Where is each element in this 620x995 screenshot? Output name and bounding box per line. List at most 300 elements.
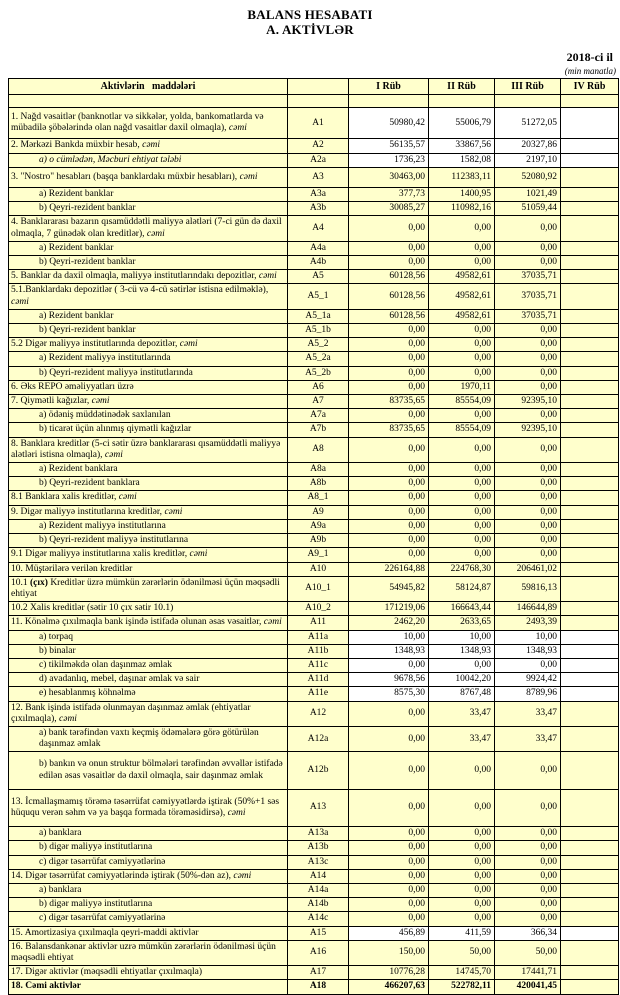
column-header-q3: III Rüb <box>495 79 561 95</box>
row-code: A5_1a <box>288 309 349 323</box>
table-row <box>9 616 619 630</box>
value-q4 <box>561 284 619 309</box>
report-title: BALANS HESABATI <box>247 7 373 22</box>
spacer-cell <box>288 95 349 108</box>
value-q4 <box>561 519 619 533</box>
value-q3: 420041,45 <box>495 980 561 994</box>
table-row <box>9 926 619 940</box>
value-q3: 146644,89 <box>495 602 561 616</box>
row-label: a) Rezident maliyyə institutlarına <box>9 519 288 533</box>
value-q4 <box>561 789 619 826</box>
column-header-code <box>288 79 349 95</box>
value-q2: 411,59 <box>429 926 495 940</box>
value-q1: 56135,57 <box>349 139 429 153</box>
column-header-q2: II Rüb <box>429 79 495 95</box>
value-q1: 456,89 <box>349 926 429 940</box>
row-label: a) bank tərəfindən vaxtı keçmiş ödəmələrə görə götürülən daşınmaz əmlak <box>9 726 288 751</box>
value-q1: 0,00 <box>349 912 429 926</box>
value-q3: 0,00 <box>495 491 561 505</box>
value-q4 <box>561 687 619 701</box>
table-row <box>9 139 619 153</box>
value-q4 <box>561 463 619 477</box>
value-q2: 0,00 <box>429 752 495 789</box>
table-row <box>9 409 619 423</box>
table-row <box>9 980 619 994</box>
table-row <box>9 673 619 687</box>
row-code: A4b <box>288 256 349 270</box>
row-label: a) banklara <box>9 827 288 841</box>
value-q1: 0,00 <box>349 216 429 241</box>
value-q4 <box>561 898 619 912</box>
row-code: A10_1 <box>288 576 349 601</box>
value-q4 <box>561 966 619 980</box>
row-code: A4a <box>288 241 349 255</box>
value-q4 <box>561 673 619 687</box>
value-q4 <box>561 108 619 139</box>
value-q1: 54945,82 <box>349 576 429 601</box>
value-q1: 60128,56 <box>349 270 429 284</box>
row-code: A10 <box>288 562 349 576</box>
row-code: A8 <box>288 437 349 462</box>
row-code: A3 <box>288 167 349 187</box>
value-q2: 1348,93 <box>429 644 495 658</box>
row-label: b) Qeyri-rezident banklar <box>9 202 288 216</box>
row-label: 5.2 Digər maliyyə institutlarında depozitlər, cəmi <box>9 338 288 352</box>
table-row <box>9 630 619 644</box>
row-code: A11e <box>288 687 349 701</box>
table-row <box>9 270 619 284</box>
row-label: b) binalar <box>9 644 288 658</box>
value-q2: 0,00 <box>429 898 495 912</box>
value-q4 <box>561 562 619 576</box>
value-q3: 20327,86 <box>495 139 561 153</box>
row-code: A13 <box>288 789 349 826</box>
value-q2: 85554,09 <box>429 395 495 409</box>
value-q4 <box>561 216 619 241</box>
table-row <box>9 869 619 883</box>
row-label: 5. Banklar da daxil olmaqla, maliyyə institutlarındakı depozitlər, cəmi <box>9 270 288 284</box>
value-q2: 0,00 <box>429 216 495 241</box>
table-row <box>9 477 619 491</box>
row-label: 2. Mərkəzi Bankda müxbir hesab, cəmi <box>9 139 288 153</box>
row-code: A5_2b <box>288 366 349 380</box>
value-q2: 0,00 <box>429 883 495 897</box>
row-label: 8.1 Banklara xalis kreditlər, cəmi <box>9 491 288 505</box>
row-code: A9_1 <box>288 548 349 562</box>
row-label: a) Rezident banklar <box>9 241 288 255</box>
value-q4 <box>561 423 619 437</box>
row-code: A3a <box>288 188 349 202</box>
value-q4 <box>561 167 619 187</box>
row-code: A12a <box>288 726 349 751</box>
row-code: A13c <box>288 855 349 869</box>
value-q4 <box>561 366 619 380</box>
value-q3: 0,00 <box>495 366 561 380</box>
value-q3: 52080,92 <box>495 167 561 187</box>
value-q1: 0,00 <box>349 658 429 672</box>
value-q2: 0,00 <box>429 855 495 869</box>
table-header-row <box>9 79 619 95</box>
value-q1: 0,00 <box>349 409 429 423</box>
row-code: A5_1 <box>288 284 349 309</box>
value-q1: 10776,28 <box>349 966 429 980</box>
value-q4 <box>561 505 619 519</box>
row-label: 17. Digər aktivlər (məqsədli ehtiyatlar çıxılmaqla) <box>9 966 288 980</box>
table-row <box>9 463 619 477</box>
value-q4 <box>561 491 619 505</box>
year-label: 2018-ci il <box>566 50 613 64</box>
row-label: 9. Digər maliyyə institutlarına kreditlər, cəmi <box>9 505 288 519</box>
row-label: c) digər təsərrüfat cəmiyyətlərinə <box>9 912 288 926</box>
value-q1: 0,00 <box>349 519 429 533</box>
spacer-row <box>9 95 619 108</box>
value-q4 <box>561 912 619 926</box>
value-q1: 0,00 <box>349 726 429 751</box>
table-row <box>9 534 619 548</box>
row-code: A18 <box>288 980 349 994</box>
value-q2: 10042,20 <box>429 673 495 687</box>
value-q1: 0,00 <box>349 534 429 548</box>
row-code: A5_2 <box>288 338 349 352</box>
value-q1: 30085,27 <box>349 202 429 216</box>
value-q4 <box>561 139 619 153</box>
table-row <box>9 352 619 366</box>
value-q4 <box>561 827 619 841</box>
value-q1: 83735,65 <box>349 395 429 409</box>
table-row <box>9 395 619 409</box>
value-q4 <box>561 477 619 491</box>
value-q1: 0,00 <box>349 548 429 562</box>
row-label: a) o cümlədən, Məcburi ehtiyat tələbi <box>9 153 288 167</box>
row-label: 4. Banklararası bazarın qısamüddətli maliyyə alətləri (7-ci gün də daxil olmaqla, 7 günədək olan kreditlər), cəmi <box>9 216 288 241</box>
value-q1: 0,00 <box>349 338 429 352</box>
row-code: A12b <box>288 752 349 789</box>
value-q2: 0,00 <box>429 241 495 255</box>
row-code: A14 <box>288 869 349 883</box>
value-q2: 110982,16 <box>429 202 495 216</box>
table-row <box>9 366 619 380</box>
value-q4 <box>561 437 619 462</box>
table-row <box>9 841 619 855</box>
row-code: A14b <box>288 898 349 912</box>
row-label: b) digər maliyyə institutlarına <box>9 898 288 912</box>
value-q2: 0,00 <box>429 352 495 366</box>
value-q4 <box>561 602 619 616</box>
row-code: A14c <box>288 912 349 926</box>
value-q2: 0,00 <box>429 409 495 423</box>
value-q3: 0,00 <box>495 437 561 462</box>
column-header-items: Aktivlərin maddələri <box>9 79 288 95</box>
row-label: d) avadanlıq, mebel, daşınar əmlak və sair <box>9 673 288 687</box>
row-code: A15 <box>288 926 349 940</box>
table-row <box>9 658 619 672</box>
row-code: A8b <box>288 477 349 491</box>
value-q1: 0,00 <box>349 505 429 519</box>
row-label: 7. Qiymətli kağızlar, cəmi <box>9 395 288 409</box>
value-q4 <box>561 869 619 883</box>
row-label: b) Qeyri-rezident maliyyə institutlarında <box>9 366 288 380</box>
value-q4 <box>561 270 619 284</box>
value-q1: 50980,42 <box>349 108 429 139</box>
value-q3: 92395,10 <box>495 423 561 437</box>
value-q3: 92395,10 <box>495 395 561 409</box>
value-q1: 171219,06 <box>349 602 429 616</box>
table-row <box>9 338 619 352</box>
value-q4 <box>561 616 619 630</box>
value-q4 <box>561 395 619 409</box>
value-q4 <box>561 644 619 658</box>
value-q4 <box>561 841 619 855</box>
value-q1: 2462,20 <box>349 616 429 630</box>
column-header-q1: I Rüb <box>349 79 429 95</box>
value-q3: 0,00 <box>495 752 561 789</box>
value-q2: 0,00 <box>429 912 495 926</box>
value-q2: 0,00 <box>429 534 495 548</box>
value-q2: 49582,61 <box>429 270 495 284</box>
value-q1: 83735,65 <box>349 423 429 437</box>
row-label: a) torpaq <box>9 630 288 644</box>
row-label: e) hesablanmış köhnəlmə <box>9 687 288 701</box>
row-code: A11a <box>288 630 349 644</box>
value-q3: 59816,13 <box>495 576 561 601</box>
value-q2: 0,00 <box>429 338 495 352</box>
value-q2: 522782,11 <box>429 980 495 994</box>
table-row <box>9 562 619 576</box>
table-row <box>9 519 619 533</box>
value-q2: 0,00 <box>429 869 495 883</box>
table-row <box>9 827 619 841</box>
report-subtitle: A. AKTİVLƏR <box>266 22 354 37</box>
value-q3: 51059,44 <box>495 202 561 216</box>
row-label: 10.1 (çıx) Kreditlər üzrə mümkün zərərlərin ödənilməsi üçün məqsədli ehtiyat <box>9 576 288 601</box>
table-row <box>9 309 619 323</box>
table-row <box>9 284 619 309</box>
table-row <box>9 380 619 394</box>
value-q2: 1582,08 <box>429 153 495 167</box>
row-code: A11b <box>288 644 349 658</box>
value-q4 <box>561 980 619 994</box>
value-q1: 1348,93 <box>349 644 429 658</box>
row-code: A11d <box>288 673 349 687</box>
row-label: a) Rezident banklara <box>9 463 288 477</box>
value-q2: 14745,70 <box>429 966 495 980</box>
row-label: a) banklara <box>9 883 288 897</box>
spacer-cell <box>349 95 429 108</box>
row-label: 16. Balansdankənar aktivlər uzrə mümkün zərərlərin ödənilməsi üçün məqsədli ehtiyat <box>9 940 288 965</box>
value-q4 <box>561 188 619 202</box>
row-code: A9a <box>288 519 349 533</box>
value-q1: 0,00 <box>349 437 429 462</box>
value-q3: 366,34 <box>495 926 561 940</box>
value-q3: 33,47 <box>495 726 561 751</box>
value-q2: 2633,65 <box>429 616 495 630</box>
value-q3: 0,00 <box>495 477 561 491</box>
row-label: 9.1 Digər maliyyə institutlarına xalis kreditlər, cəmi <box>9 548 288 562</box>
row-code: A3b <box>288 202 349 216</box>
row-code: A7 <box>288 395 349 409</box>
value-q2: 0,00 <box>429 477 495 491</box>
value-q3: 2197,10 <box>495 153 561 167</box>
value-q1: 0,00 <box>349 324 429 338</box>
table-row <box>9 940 619 965</box>
value-q1: 0,00 <box>349 752 429 789</box>
value-q1: 226164,88 <box>349 562 429 576</box>
value-q1: 0,00 <box>349 256 429 270</box>
row-label: 8. Banklara kreditlər (5-ci sətir üzrə banklararası qısamüddətli maliyyə alətləri istisna olmaqla), cəmi <box>9 437 288 462</box>
row-code: A5_1b <box>288 324 349 338</box>
table-row <box>9 912 619 926</box>
value-q4 <box>561 241 619 255</box>
table-row <box>9 423 619 437</box>
value-q2: 0,00 <box>429 658 495 672</box>
row-code: A6 <box>288 380 349 394</box>
value-q1: 0,00 <box>349 789 429 826</box>
value-q3: 0,00 <box>495 658 561 672</box>
row-label: 5.1.Banklardakı depozitlər ( 3-cü və 4-cü sətirlər istisna edilməklə), cəmi <box>9 284 288 309</box>
table-row <box>9 202 619 216</box>
value-q2: 55006,79 <box>429 108 495 139</box>
row-code: A2a <box>288 153 349 167</box>
value-q3: 0,00 <box>495 869 561 883</box>
value-q1: 9678,56 <box>349 673 429 687</box>
value-q4 <box>561 701 619 726</box>
table-row <box>9 108 619 139</box>
table-row <box>9 548 619 562</box>
value-q3: 9924,42 <box>495 673 561 687</box>
report-header <box>0 0 620 37</box>
row-label: b) Qeyri-rezident banklar <box>9 324 288 338</box>
value-q3: 0,00 <box>495 352 561 366</box>
row-code: A11c <box>288 658 349 672</box>
value-q3: 1348,93 <box>495 644 561 658</box>
spacer-cell <box>495 95 561 108</box>
value-q1: 0,00 <box>349 855 429 869</box>
value-q3: 0,00 <box>495 883 561 897</box>
value-q1: 377,73 <box>349 188 429 202</box>
row-label: b) bankın və onun struktur bölmələri tərəfindən əvvəllər istifadə edilən əsas vəsaitlər də daxil olmaqla, sair daşınmaz əmlak <box>9 752 288 789</box>
row-label: b) ticarət üçün alınmış qiymətli kağızlar <box>9 423 288 437</box>
row-label: c) digər təsərrüfat cəmiyyətlərinə <box>9 855 288 869</box>
row-code: A13a <box>288 827 349 841</box>
value-q2: 112383,11 <box>429 167 495 187</box>
table-row <box>9 789 619 826</box>
table-row <box>9 644 619 658</box>
value-q4 <box>561 309 619 323</box>
value-q3: 0,00 <box>495 789 561 826</box>
value-q3: 0,00 <box>495 855 561 869</box>
value-q4 <box>561 202 619 216</box>
row-code: A16 <box>288 940 349 965</box>
table-row <box>9 687 619 701</box>
table-row <box>9 437 619 462</box>
value-q1: 60128,56 <box>349 284 429 309</box>
value-q3: 33,47 <box>495 701 561 726</box>
value-q3: 0,00 <box>495 519 561 533</box>
row-label: 3. "Nostro" hesabları (başqa banklardakı müxbir hesabları), cəmi <box>9 167 288 187</box>
value-q3: 0,00 <box>495 241 561 255</box>
value-q2: 85554,09 <box>429 423 495 437</box>
value-q1: 0,00 <box>349 477 429 491</box>
table-row <box>9 241 619 255</box>
row-code: A5_2a <box>288 352 349 366</box>
value-q3: 2493,39 <box>495 616 561 630</box>
row-code: A9b <box>288 534 349 548</box>
value-q4 <box>561 153 619 167</box>
value-q1: 0,00 <box>349 898 429 912</box>
value-q3: 37035,71 <box>495 284 561 309</box>
value-q2: 33,47 <box>429 726 495 751</box>
table-row <box>9 883 619 897</box>
value-q1: 10,00 <box>349 630 429 644</box>
value-q1: 0,00 <box>349 883 429 897</box>
value-q4 <box>561 256 619 270</box>
spacer-cell <box>561 95 619 108</box>
row-code: A10_2 <box>288 602 349 616</box>
value-q1: 0,00 <box>349 701 429 726</box>
row-label: a) ödəniş müddətinədək saxlanılan <box>9 409 288 423</box>
value-q1: 0,00 <box>349 491 429 505</box>
value-q1: 0,00 <box>349 241 429 255</box>
value-q3: 0,00 <box>495 548 561 562</box>
row-label: 14. Digər təsərrüfat cəmiyyətlərində iştirak (50%-dən az), cəmi <box>9 869 288 883</box>
value-q2: 10,00 <box>429 630 495 644</box>
value-q2: 166643,44 <box>429 602 495 616</box>
value-q2: 0,00 <box>429 256 495 270</box>
row-label: a) Rezident maliyyə institutlarında <box>9 352 288 366</box>
column-header-q4: IV Rüb <box>561 79 619 95</box>
value-q2: 0,00 <box>429 437 495 462</box>
value-q1: 150,00 <box>349 940 429 965</box>
row-label: b) Qeyri-rezident banklara <box>9 477 288 491</box>
value-q2: 8767,48 <box>429 687 495 701</box>
value-q3: 1021,49 <box>495 188 561 202</box>
value-q2: 58124,87 <box>429 576 495 601</box>
value-q4 <box>561 352 619 366</box>
row-label: a) Rezident banklar <box>9 309 288 323</box>
value-q3: 17441,71 <box>495 966 561 980</box>
row-code: A1 <box>288 108 349 139</box>
row-code: A14a <box>288 883 349 897</box>
value-q3: 0,00 <box>495 534 561 548</box>
row-label: 13. İcmallaşmamış törəmə təsərrüfat cəmiyyətlərdə iştirak (50%+1 səs hüququ verən səhm və ya başqa formada törəməsidirsə), cəmi <box>9 789 288 826</box>
value-q4 <box>561 534 619 548</box>
value-q1: 0,00 <box>349 366 429 380</box>
value-q3: 51272,05 <box>495 108 561 139</box>
row-code: A8a <box>288 463 349 477</box>
value-q2: 49582,61 <box>429 309 495 323</box>
value-q4 <box>561 855 619 869</box>
table-row <box>9 576 619 601</box>
value-q3: 0,00 <box>495 912 561 926</box>
value-q3: 10,00 <box>495 630 561 644</box>
unit-label: (min manatla) <box>564 66 616 76</box>
table-row <box>9 966 619 980</box>
value-q4 <box>561 630 619 644</box>
spacer-cell <box>429 95 495 108</box>
value-q2: 224768,30 <box>429 562 495 576</box>
table-row <box>9 726 619 751</box>
value-q3: 50,00 <box>495 940 561 965</box>
value-q4 <box>561 380 619 394</box>
row-label: 10.2 Xalis kreditlər (sətir 10 çıx sətir 10.1) <box>9 602 288 616</box>
table-row <box>9 167 619 187</box>
assets-table <box>8 78 619 995</box>
value-q1: 60128,56 <box>349 309 429 323</box>
value-q4 <box>561 338 619 352</box>
value-q2: 0,00 <box>429 841 495 855</box>
table-row <box>9 752 619 789</box>
table-row <box>9 216 619 241</box>
